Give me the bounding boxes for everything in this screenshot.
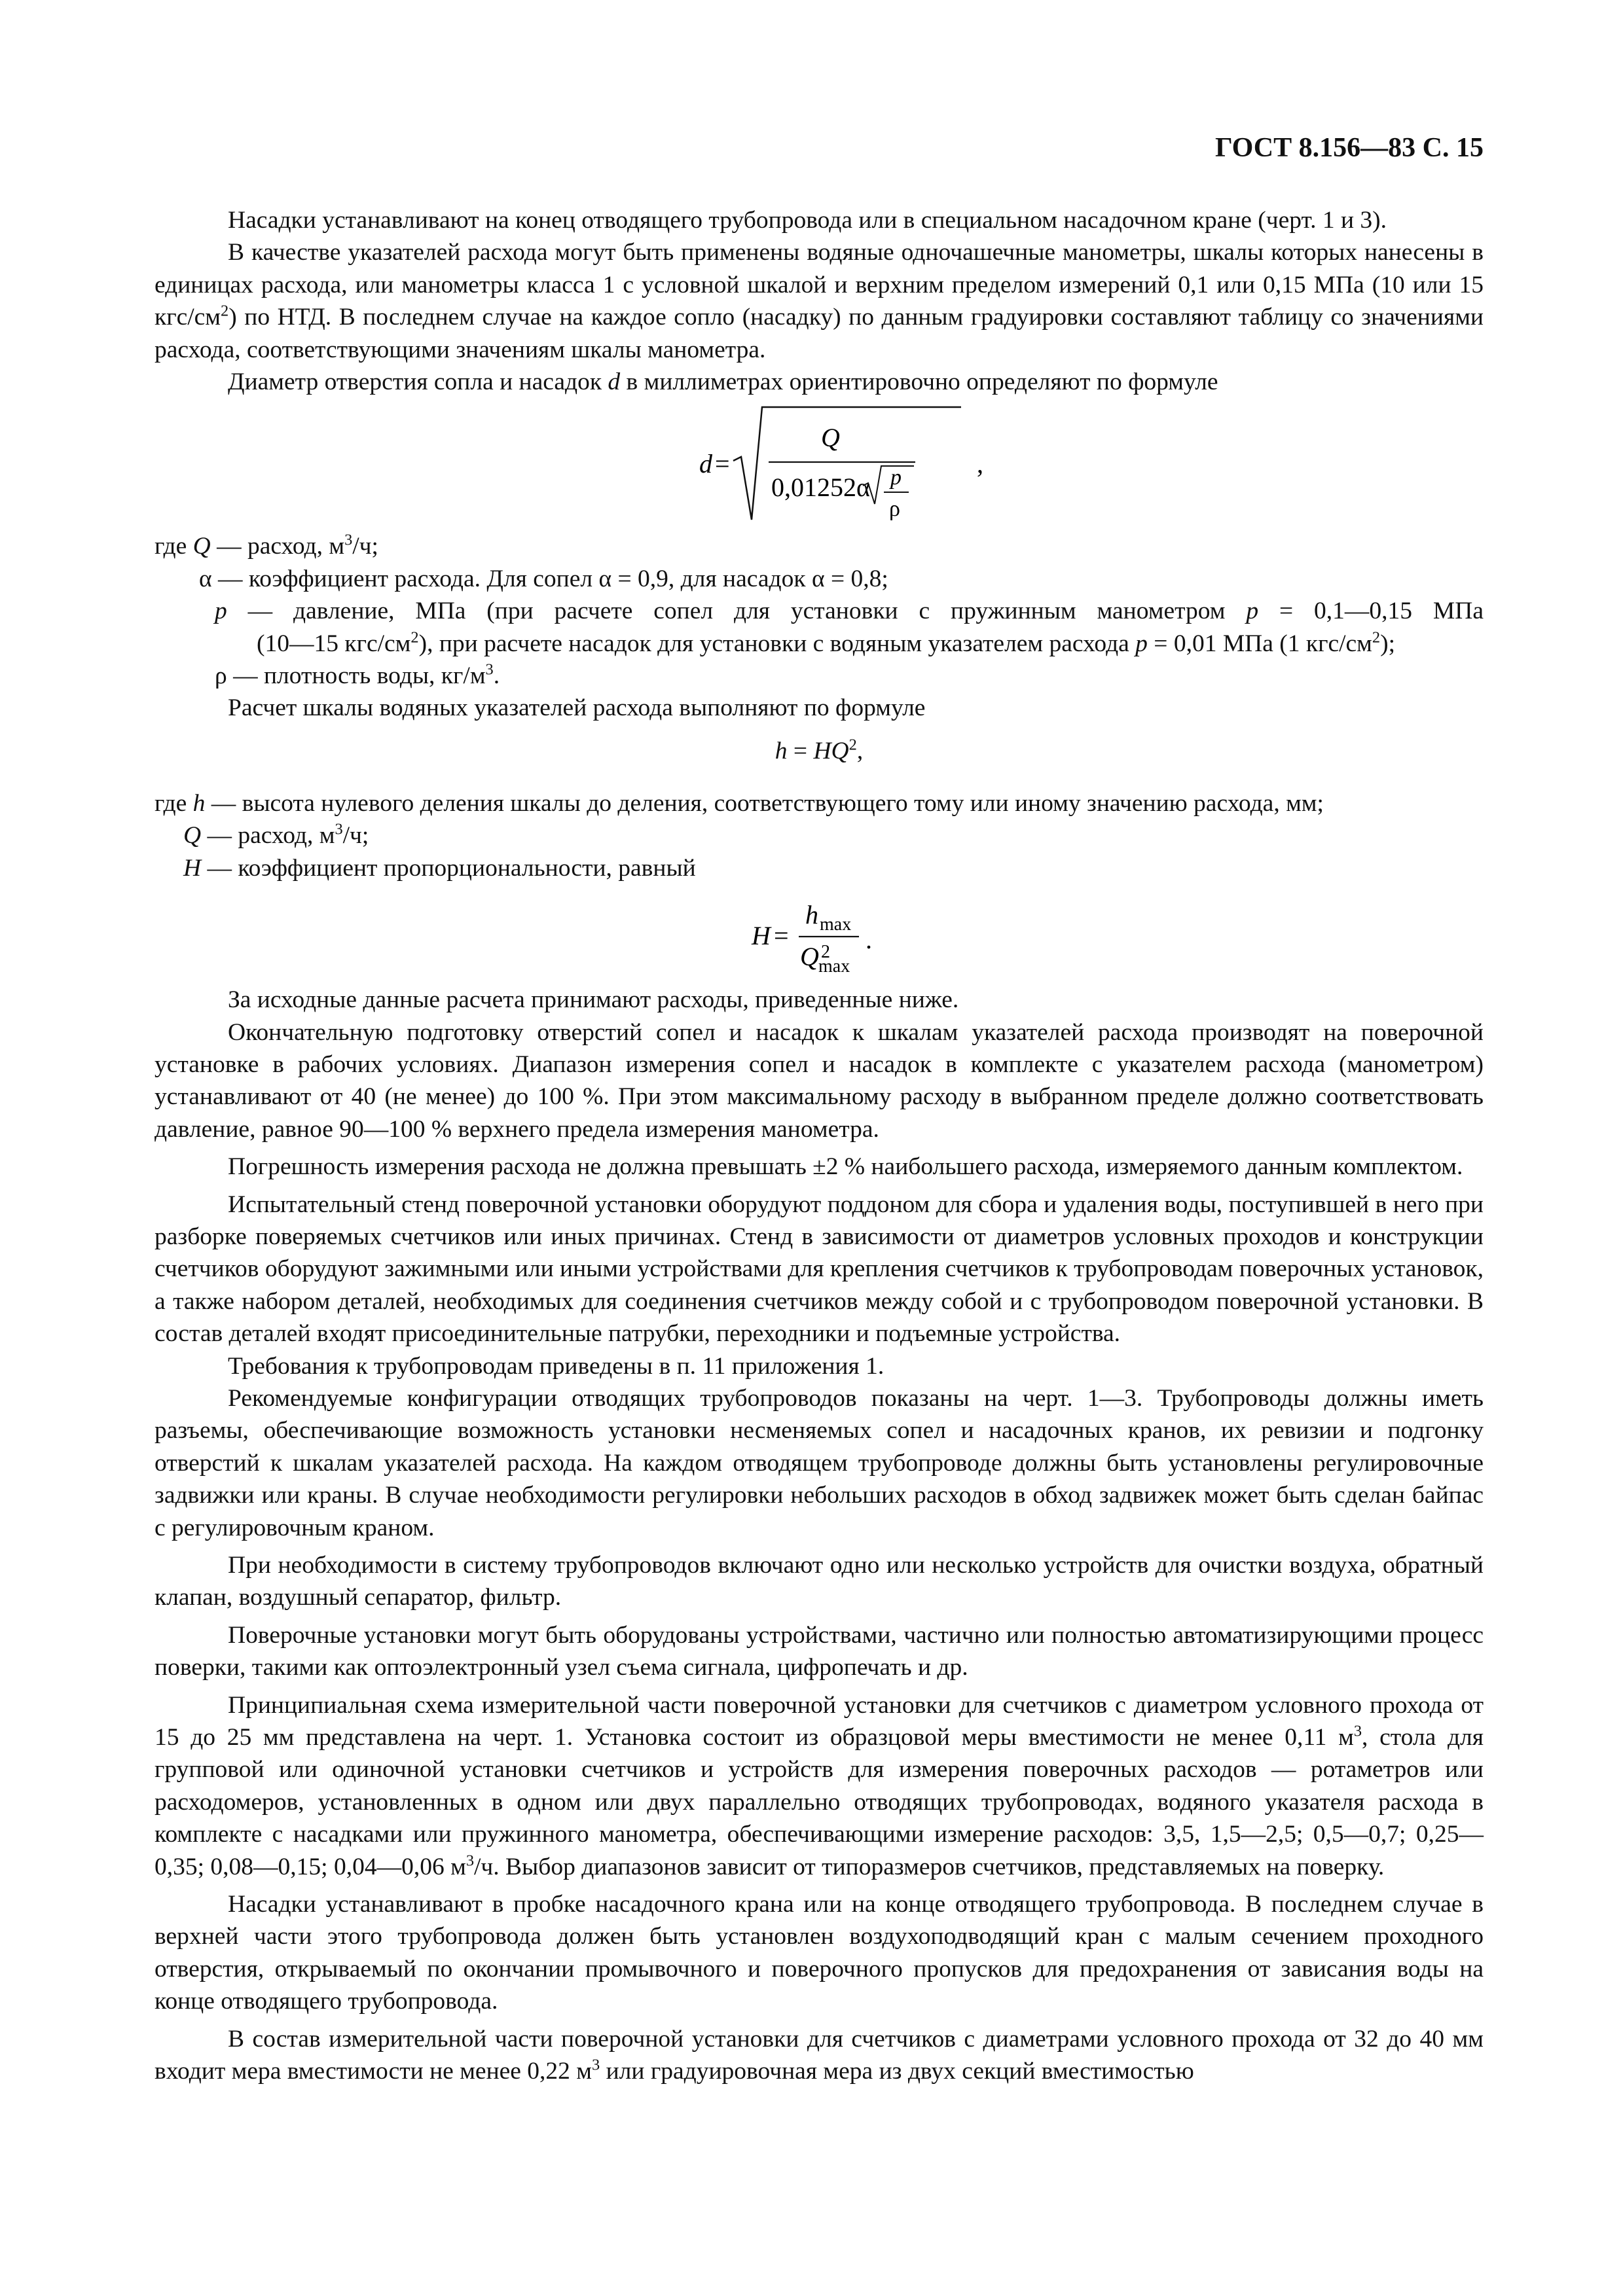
- formula3-eq: =: [774, 921, 789, 951]
- formula3-den: Q: [800, 942, 819, 972]
- paragraph-pipe-reqs: Требования к трубопроводам приведены в п. 11 приложения 1.: [228, 1352, 884, 1380]
- paragraph-scheme: Принципиальная схема измерительной части поверочной установки для счетчиков с диаметром условного прохода от 15 до 25 мм представлена на черт. 1. Установка состоит из образцовой меры вместимости не менее 0,11 $м^3$, стола для групповой или одиночной установки счетчиков и устройств для измерения поверочных расходов — ротаметров или расходомеров, установленных в одном или двух параллельно отводящих трубопроводах, водяного указателя расхода в комплекте с насадками или пружинного манометра, обеспечивающими измерение расходов: 3,5, 1,5—2,5; 0,5—0,7; 0,25—0,35; 0,08—0,15; 0,04—0,06 $м^3/ч$. Выбор диапазонов зависит от типоразмеров счетчиков, представляемых на поверку.: [155, 1691, 1484, 1880]
- formula1-num: Q: [821, 423, 840, 453]
- formula1-den: 0,01252α: [771, 473, 870, 503]
- document-page: [155, 131, 1484, 2088]
- where-alpha: α — коэффициент расхода. Для сопел α = 0,9, для насадок α = 0,8;: [199, 565, 888, 592]
- formula-coefficient-svg: [155, 889, 1484, 975]
- formula-coefficient: [155, 889, 1484, 975]
- formula3-num-sub: max: [820, 914, 852, 935]
- formula1-lhs: d: [699, 449, 712, 479]
- sqrt-sign-inner: [863, 466, 914, 504]
- sqrt-sign-outer: [733, 407, 961, 520]
- formula3-lhs: H: [752, 921, 771, 951]
- paragraph-initial-data: За исходные данные расчета принимают расходы, приведенные ниже.: [228, 986, 959, 1014]
- formula1-eq: =: [715, 449, 730, 479]
- paragraph-configs: Рекомендуемые конфигурации отводящих трубопроводов показаны на черт. 1—3. Трубопроводы должны иметь разъемы, обеспечивающие возможность установки несменяемых сопел и насадочных кранов, их ревизии и подгонку отверстий к шкалам указателей расхода. На каждом отводящем трубопроводе должны быть установлены регулировочные задвижки или краны. В случае необходимости регулировки небольших расходов в обход задвижек может быть сделан байпас с регулировочным краном.: [155, 1384, 1484, 1541]
- paragraph-air-cleaning: При необходимости в систему трубопроводов включают одно или несколько устройств для очистки воздуха, обратный клапан, воздушный сепаратор, фильтр.: [155, 1552, 1484, 1611]
- formula3-num: h: [805, 900, 818, 930]
- formula1-inner-den: ρ: [889, 497, 900, 522]
- paragraph-measurement-32-40: В состав измерительной части поверочной установки для счетчиков с диаметрами условного прохода от 32 до 40 мм входит мера вместимости не менее 0,22 $м^3$ или градуировочная мера из двух секций вместимостью: [155, 2025, 1484, 2085]
- formula-diameter-svg: [155, 401, 1484, 525]
- paragraph-automation: Поверочные установки могут быть оборудованы устройствами, частично или полностью автоматизирующими процесс поверки, такими как оптоэлектронный узел съема сигнала, цифропечать и др.: [155, 1621, 1484, 1681]
- formula3-den-sup: 2: [821, 942, 830, 963]
- formula1-comma: ,: [977, 449, 983, 479]
- paragraph-error: Погрешность измерения расхода не должна превышать ±2 % наибольшего расхода, измеряемого данным комплектом.: [228, 1153, 1463, 1181]
- formula3-dot: .: [866, 925, 872, 955]
- paragraph-flow-indicators: В качестве указателей расхода могут быть применены водяные одночашечные манометры, шкалы которых нанесены в единицах расхода, или манометры класса 1 с условной шкалой и верхним пределом измерений 0,1 или 0,15 МПа (10 или 15 кгс/$см^2$) по НТД. В последнем случае на каждое сопло (насадку) по данным градуировки составляют таблицу со значениями расхода, соответствующими значениям шкалы манометра.: [155, 239, 1484, 363]
- paragraph-nozzles-mount: Насадки устанавливают на конец отводящего трубопровода или в специальном насадочном кране (черт. 1 и 3).: [228, 207, 1387, 234]
- formula3-den-sub: max: [818, 956, 850, 975]
- paragraph-diameter: Диаметр отверстия сопла и насадок d в миллиметрах ориентировочно определяют по формуле: [228, 368, 1218, 396]
- where-H: H — коэффициент пропорциональности, равный: [183, 854, 696, 882]
- formula-diameter: [155, 401, 1484, 525]
- formula-scale: $h = HQ^2$,: [775, 736, 864, 764]
- where-h: где h — высота нулевого деления шкалы до деления, соответствующего тому или иному значению расхода, мм;: [155, 789, 1324, 817]
- where-q: где Q — расход, $м^3/ч$;: [155, 531, 378, 560]
- paragraph-nozzle-plug: Насадки устанавливают в пробке насадочного крана или на конце отводящего трубопровода. В последнем случае в верхней части этого трубопровода должен быть установлен воздухоподводящий кран с малым сечением проходного отверстия, открываемый по окончании промывочного и поверочного пропусков для предохранения от зависания воды на конце отводящего трубопровода.: [155, 1891, 1484, 2015]
- where-p: p — давление, МПа (при расчете сопел для установки с пружинным манометром p = 0,1—0,15 МПа: [215, 598, 1484, 625]
- page-header: ГОСТ 8.156—83 С. 15: [1214, 133, 1484, 163]
- formula1-inner-num: p: [890, 465, 902, 490]
- paragraph-test-stand: Испытательный стенд поверочной установки оборудуют поддоном для сбора и удаления воды, поступившей в него при разборке поверяемых счетчиков или иных причинах. Стенд в зависимости от диаметров условных проходов и конструкции счетчиков оборудуют зажимными или иными устройствами для крепления счетчиков к трубопроводам поверочных установок, а также набором деталей, необходимых для соединения счетчиков между собой и с трубопроводом поверочной установки. В состав деталей входят присоединительные патрубки, переходники и подъемные устройства.: [155, 1191, 1484, 1348]
- where-q2: Q — расход, $м^3/ч$;: [183, 820, 369, 850]
- paragraph-scale-calc: Расчет шкалы водяных указателей расхода выполняют по формуле: [228, 694, 926, 722]
- paragraph-final-prep: Окончательную подготовку отверстий сопел и насадок к шкалам указателей расхода производят на поверочной установке в рабочих условиях. Диапазон измерения сопел и насадок в комплекте с указателем расхода (манометром) устанавливают от 40 (не менее) до 100 %. При этом максимальному расходу в выбранном пределе должно соответствовать давление, равное 90—100 % верхнего предела измерения манометра.: [155, 1018, 1484, 1143]
- where-p-cont: (10—15 кгс/$см^2$), при расчете насадок для установки с водяным указателем расхода p = 0,01 МПа (1 кгс/$см^2$);: [257, 628, 1396, 657]
- where-rho: ρ — плотность воды, $кг/м^3$.: [215, 660, 500, 690]
